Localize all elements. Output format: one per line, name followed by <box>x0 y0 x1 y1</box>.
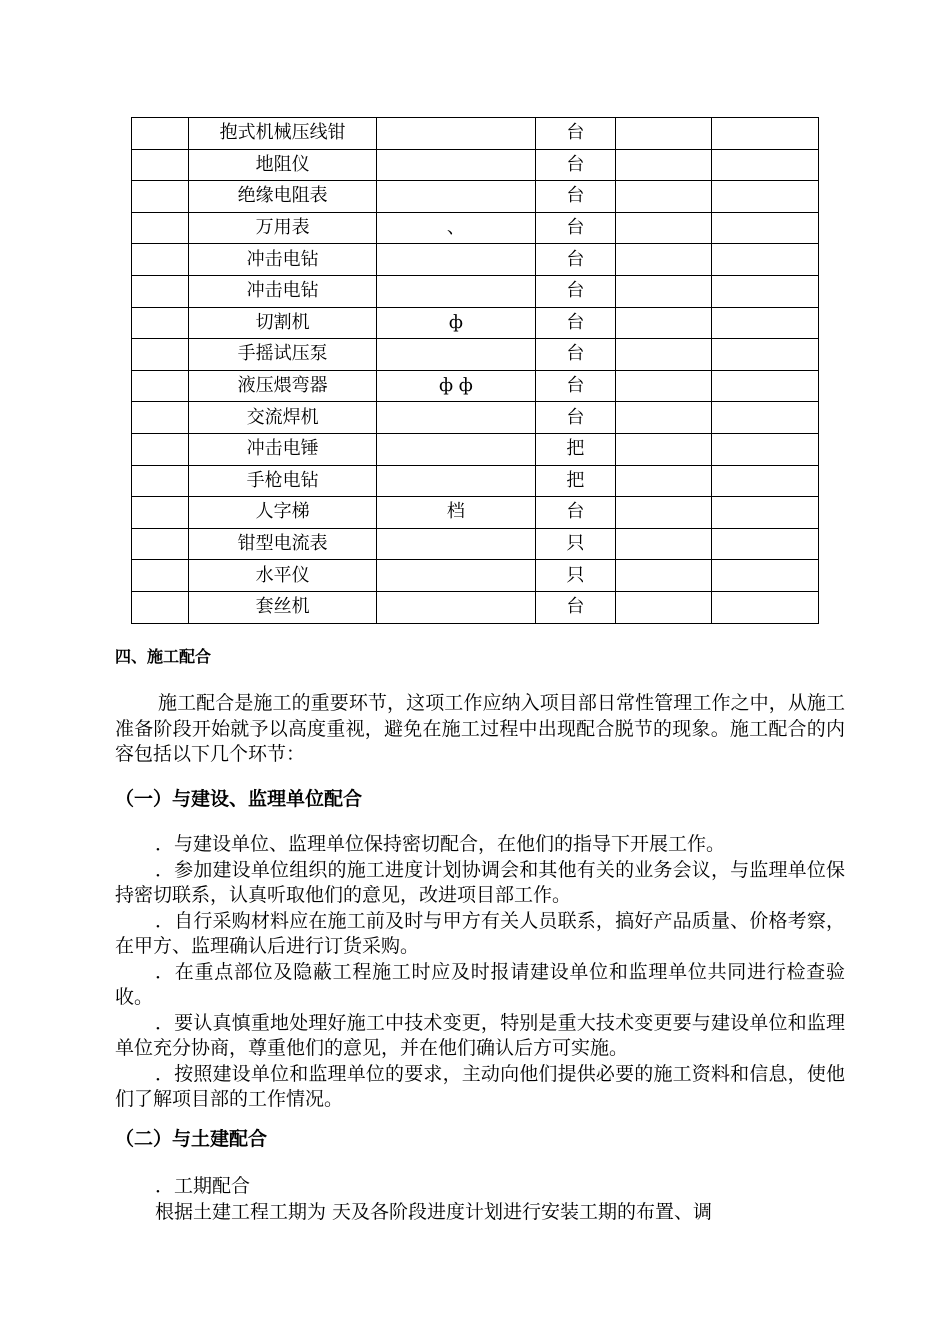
equipment-note <box>711 149 819 181</box>
equipment-quantity <box>616 118 711 150</box>
table-row <box>132 307 819 339</box>
equipment-name: 套丝机 <box>189 591 377 623</box>
intro-paragraph: 施工配合是施工的重要环节，这项工作应纳入项目部日常性管理工作之中，从施工准备阶段开始就予以高度重视，避免在施工过程中出现配合脱节的现象。施工配合的内容包括以下几个环节： <box>115 692 845 765</box>
equipment-unit: 台 <box>535 591 615 623</box>
equipment-unit: 台 <box>535 149 615 181</box>
equipment-spec: 、 <box>377 212 536 244</box>
equipment-note <box>711 528 819 560</box>
row-number <box>132 244 189 276</box>
equipment-unit: 只 <box>535 560 615 592</box>
equipment-quantity <box>616 149 711 181</box>
equipment-unit: 台 <box>535 497 615 529</box>
equipment-unit: 把 <box>535 465 615 497</box>
civil-items <box>115 1174 845 1225</box>
table-row <box>132 149 819 181</box>
row-number <box>132 591 189 623</box>
equipment-note <box>711 402 819 434</box>
equipment-spec: ф <box>377 307 536 339</box>
equipment-name: 水平仪 <box>189 560 377 592</box>
equipment-name: 手摇试压泵 <box>189 339 377 371</box>
equipment-quantity <box>616 402 711 434</box>
equipment-spec: ф ф <box>377 370 536 402</box>
equipment-unit: 只 <box>535 528 615 560</box>
equipment-note <box>711 212 819 244</box>
equipment-note <box>711 275 819 307</box>
row-number <box>132 433 189 465</box>
equipment-note <box>711 497 819 529</box>
equipment-unit: 台 <box>535 118 615 150</box>
equipment-spec: 档 <box>377 497 536 529</box>
equipment-quantity <box>616 339 711 371</box>
equipment-note <box>711 591 819 623</box>
equipment-name: 切割机 <box>189 307 377 339</box>
equipment-unit: 台 <box>535 181 615 213</box>
list-item: 根据土建工程工期为 天及各阶段进度计划进行安装工期的布置、调 <box>155 1200 713 1223</box>
equipment-quantity <box>616 212 711 244</box>
list-item: ．在重点部位及隐蔽工程施工时应及时报请建设单位和监理单位共同进行检查验收。 <box>115 960 845 1008</box>
row-number <box>132 465 189 497</box>
row-number <box>132 307 189 339</box>
row-number <box>132 149 189 181</box>
equipment-name: 手枪电钻 <box>189 465 377 497</box>
equipment-spec <box>377 339 536 371</box>
equipment-spec <box>377 433 536 465</box>
table-row <box>132 118 819 150</box>
equipment-name: 抱式机械压线钳 <box>189 118 377 150</box>
equipment-name: 地阻仪 <box>189 149 377 181</box>
equipment-quantity <box>616 528 711 560</box>
row-number <box>132 497 189 529</box>
equipment-spec <box>377 118 536 150</box>
table-row <box>132 275 819 307</box>
equipment-unit: 台 <box>535 212 615 244</box>
table-row <box>132 591 819 623</box>
equipment-note <box>711 181 819 213</box>
equipment-unit: 台 <box>535 370 615 402</box>
list-item: ．按照建设单位和监理单位的要求，主动向他们提供必要的施工资料和信息，使他们了解项目部的工作情况。 <box>115 1062 845 1110</box>
equipment-spec <box>377 528 536 560</box>
equipment-quantity <box>616 275 711 307</box>
table-row <box>132 370 819 402</box>
equipment-name: 人字梯 <box>189 497 377 529</box>
equipment-quantity <box>616 560 711 592</box>
equipment-quantity <box>616 307 711 339</box>
row-number <box>132 118 189 150</box>
equipment-note <box>711 339 819 371</box>
subsection-heading-civil: （二）与土建配合 <box>115 1128 268 1150</box>
list-item: ．与建设单位、监理单位保持密切配合，在他们的指导下开展工作。 <box>155 833 726 855</box>
equipment-note <box>711 370 819 402</box>
row-number <box>132 402 189 434</box>
equipment-spec <box>377 244 536 276</box>
equipment-note <box>711 465 819 497</box>
equipment-table-body <box>132 118 819 624</box>
equipment-table <box>131 117 819 624</box>
table-row <box>132 497 819 529</box>
equipment-spec <box>377 560 536 592</box>
equipment-quantity <box>616 244 711 276</box>
equipment-quantity <box>616 591 711 623</box>
equipment-name: 冲击电钻 <box>189 244 377 276</box>
table-row <box>132 339 819 371</box>
equipment-spec <box>377 149 536 181</box>
table-row <box>132 181 819 213</box>
section-heading: 四、施工配合 <box>115 647 212 666</box>
equipment-name: 冲击电锤 <box>189 433 377 465</box>
equipment-spec <box>377 181 536 213</box>
equipment-quantity <box>616 465 711 497</box>
row-number <box>132 212 189 244</box>
equipment-note <box>711 307 819 339</box>
equipment-name: 冲击电钻 <box>189 275 377 307</box>
equipment-unit: 台 <box>535 244 615 276</box>
owner-supervisor-items <box>115 832 845 1113</box>
equipment-unit: 台 <box>535 275 615 307</box>
equipment-unit: 把 <box>535 433 615 465</box>
list-item: ．工期配合 <box>155 1175 251 1197</box>
equipment-name: 万用表 <box>189 212 377 244</box>
row-number <box>132 275 189 307</box>
list-item: ．参加建设单位组织的施工进度计划协调会和其他有关的业务会议，与监理单位保持密切联系，认真听取他们的意见，改进项目部工作。 <box>115 858 845 906</box>
equipment-spec <box>377 275 536 307</box>
table-row <box>132 212 819 244</box>
table-row <box>132 402 819 434</box>
equipment-note <box>711 560 819 592</box>
table-row <box>132 560 819 592</box>
equipment-name: 绝缘电阻表 <box>189 181 377 213</box>
row-number <box>132 370 189 402</box>
equipment-quantity <box>616 497 711 529</box>
equipment-quantity <box>616 433 711 465</box>
list-item: ．要认真慎重地处理好施工中技术变更，特别是重大技术变更要与建设单位和监理单位充分协商，尊重他们的意见，并在他们确认后方可实施。 <box>115 1011 845 1059</box>
equipment-note <box>711 118 819 150</box>
equipment-note <box>711 244 819 276</box>
equipment-unit: 台 <box>535 307 615 339</box>
equipment-spec <box>377 591 536 623</box>
equipment-spec <box>377 465 536 497</box>
subsection-heading-owner-supervisor: （一）与建设、监理单位配合 <box>115 788 363 810</box>
table-row <box>132 465 819 497</box>
table-row <box>132 244 819 276</box>
equipment-quantity <box>616 181 711 213</box>
table-row <box>132 528 819 560</box>
row-number <box>132 528 189 560</box>
equipment-quantity <box>616 370 711 402</box>
row-number <box>132 339 189 371</box>
equipment-spec <box>377 402 536 434</box>
table-row <box>132 433 819 465</box>
equipment-unit: 台 <box>535 402 615 434</box>
equipment-name: 液压煨弯器 <box>189 370 377 402</box>
equipment-name: 钳型电流表 <box>189 528 377 560</box>
equipment-note <box>711 433 819 465</box>
row-number <box>132 181 189 213</box>
equipment-name: 交流焊机 <box>189 402 377 434</box>
list-item: ．自行采购材料应在施工前及时与甲方有关人员联系，搞好产品质量、价格考察，在甲方、监理确认后进行订货采购。 <box>115 909 845 957</box>
row-number <box>132 560 189 592</box>
equipment-unit: 台 <box>535 339 615 371</box>
